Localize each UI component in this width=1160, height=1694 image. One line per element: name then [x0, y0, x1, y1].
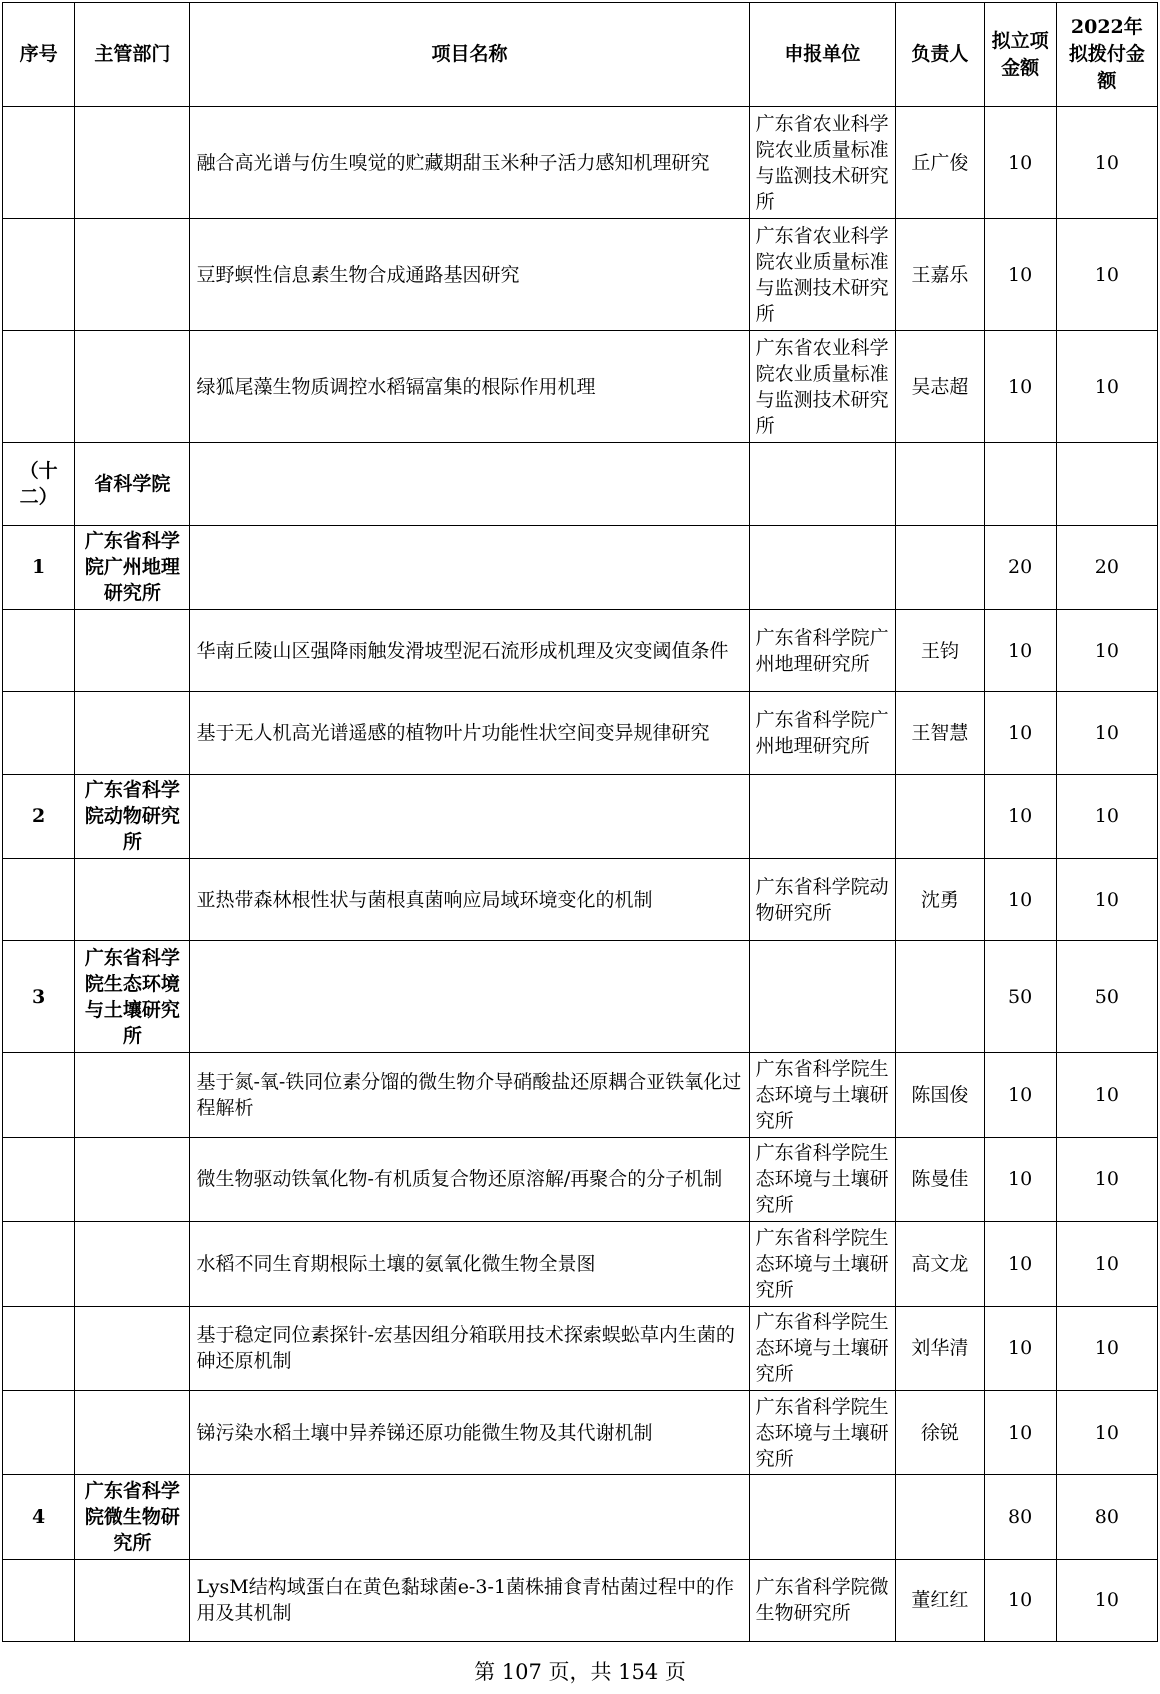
row-project-name: LysM结构域蛋白在黄色黏球菌e-3-1菌株捕食青枯菌过程中的作用及其机制: [190, 1559, 749, 1641]
row-project-name: 基于无人机高光谱遥感的植物叶片功能性状空间变异规律研究: [190, 692, 749, 774]
row-project-name: [190, 525, 749, 609]
row-lead: 徐锐: [896, 1390, 984, 1474]
header-seq: 序号: [3, 3, 75, 107]
row-project-name: [190, 1475, 749, 1559]
row-lead: 吴志超: [896, 331, 984, 443]
header-amount-2022: 2022年拟拨付金额: [1056, 3, 1157, 107]
row-seq: [3, 858, 75, 940]
table-row: [3, 1137, 1158, 1221]
row-lead: [896, 1475, 984, 1559]
row-seq: 4: [3, 1475, 75, 1559]
row-unit: 广东省科学院生态环境与土壤研究所: [749, 1053, 896, 1137]
header-unit: 申报单位: [749, 3, 896, 107]
table-row: [3, 1559, 1158, 1641]
row-amount-approved: 10: [984, 1222, 1056, 1306]
row-seq: [3, 610, 75, 692]
table-row: [3, 774, 1158, 858]
row-seq: 2: [3, 774, 75, 858]
row-lead: 陈国俊: [896, 1053, 984, 1137]
row-unit: [749, 443, 896, 525]
row-amount-2022: 10: [1056, 1559, 1157, 1641]
row-amount-2022: 20: [1056, 525, 1157, 609]
row-amount-approved: 10: [984, 107, 1056, 219]
row-amount-approved: 10: [984, 1137, 1056, 1221]
table-row: [3, 525, 1158, 609]
row-project-name: 融合高光谱与仿生嗅觉的贮藏期甜玉米种子活力感知机理研究: [190, 107, 749, 219]
row-seq: 1: [3, 525, 75, 609]
row-dept: 广东省科学院动物研究所: [75, 774, 190, 858]
row-unit: 广东省科学院生态环境与土壤研究所: [749, 1137, 896, 1221]
row-seq: （十二）: [3, 443, 75, 525]
row-unit: 广东省科学院生态环境与土壤研究所: [749, 1390, 896, 1474]
row-dept: 广东省科学院广州地理研究所: [75, 525, 190, 609]
table-row: [3, 1306, 1158, 1390]
row-lead: [896, 443, 984, 525]
row-amount-2022: 10: [1056, 1390, 1157, 1474]
project-funding-table: [2, 2, 1158, 1642]
row-lead: 高文龙: [896, 1222, 984, 1306]
row-project-name: 微生物驱动铁氧化物-有机质复合物还原溶解/再聚合的分子机制: [190, 1137, 749, 1221]
table-row: [3, 1475, 1158, 1559]
row-unit: 广东省科学院广州地理研究所: [749, 692, 896, 774]
row-lead: 王智慧: [896, 692, 984, 774]
row-project-name: 豆野螟性信息素生物合成通路基因研究: [190, 219, 749, 331]
table-row: [3, 1053, 1158, 1137]
row-project-name: [190, 941, 749, 1053]
row-seq: [3, 692, 75, 774]
row-unit: 广东省农业科学院农业质量标准与监测技术研究所: [749, 219, 896, 331]
row-unit: 广东省科学院动物研究所: [749, 858, 896, 940]
row-dept: [75, 1222, 190, 1306]
row-lead: 王钧: [896, 610, 984, 692]
row-amount-approved: 10: [984, 692, 1056, 774]
row-project-name: 亚热带森林根性状与菌根真菌响应局域环境变化的机制: [190, 858, 749, 940]
table-row: [3, 219, 1158, 331]
row-project-name: 基于氮-氧-铁同位素分馏的微生物介导硝酸盐还原耦合亚铁氧化过程解析: [190, 1053, 749, 1137]
row-amount-2022: 10: [1056, 331, 1157, 443]
row-amount-2022: 10: [1056, 1137, 1157, 1221]
row-amount-2022: 80: [1056, 1475, 1157, 1559]
row-amount-approved: 10: [984, 774, 1056, 858]
row-dept: 广东省科学院生态环境与土壤研究所: [75, 941, 190, 1053]
row-project-name: [190, 443, 749, 525]
row-unit: 广东省科学院微生物研究所: [749, 1559, 896, 1641]
row-seq: [3, 107, 75, 219]
row-dept: [75, 610, 190, 692]
table-row: [3, 858, 1158, 940]
row-seq: [3, 1222, 75, 1306]
row-amount-approved: 10: [984, 610, 1056, 692]
row-lead: [896, 774, 984, 858]
row-amount-2022: 10: [1056, 219, 1157, 331]
row-amount-2022: 10: [1056, 1222, 1157, 1306]
row-project-name: 锑污染水稻土壤中异养锑还原功能微生物及其代谢机制: [190, 1390, 749, 1474]
row-amount-2022: [1056, 443, 1157, 525]
row-dept: 广东省科学院微生物研究所: [75, 1475, 190, 1559]
row-amount-2022: 10: [1056, 1053, 1157, 1137]
row-amount-2022: 10: [1056, 1306, 1157, 1390]
row-dept: [75, 219, 190, 331]
row-seq: [3, 1137, 75, 1221]
row-seq: [3, 1559, 75, 1641]
row-project-name: 水稻不同生育期根际土壤的氨氧化微生物全景图: [190, 1222, 749, 1306]
row-amount-approved: 10: [984, 1306, 1056, 1390]
row-lead: [896, 941, 984, 1053]
header-lead: 负责人: [896, 3, 984, 107]
row-unit: 广东省科学院生态环境与土壤研究所: [749, 1306, 896, 1390]
table-row: [3, 941, 1158, 1053]
row-project-name: [190, 774, 749, 858]
row-unit: 广东省科学院生态环境与土壤研究所: [749, 1222, 896, 1306]
row-lead: 丘广俊: [896, 107, 984, 219]
row-amount-approved: 10: [984, 219, 1056, 331]
table-row: [3, 692, 1158, 774]
row-amount-approved: [984, 443, 1056, 525]
row-amount-approved: 10: [984, 1390, 1056, 1474]
row-lead: 陈曼佳: [896, 1137, 984, 1221]
row-seq: [3, 1053, 75, 1137]
row-dept: [75, 331, 190, 443]
row-seq: [3, 331, 75, 443]
row-unit: [749, 774, 896, 858]
row-amount-2022: 10: [1056, 610, 1157, 692]
row-lead: 沈勇: [896, 858, 984, 940]
row-amount-approved: 10: [984, 1053, 1056, 1137]
table-row: [3, 1222, 1158, 1306]
row-dept: [75, 1306, 190, 1390]
row-amount-approved: 10: [984, 331, 1056, 443]
row-seq: [3, 1390, 75, 1474]
row-amount-approved: 80: [984, 1475, 1056, 1559]
table-row: [3, 443, 1158, 525]
row-dept: [75, 858, 190, 940]
row-project-name: 华南丘陵山区强降雨触发滑坡型泥石流形成机理及灾变阈值条件: [190, 610, 749, 692]
row-project-name: 绿狐尾藻生物质调控水稻镉富集的根际作用机理: [190, 331, 749, 443]
table-header-row: [3, 3, 1158, 107]
header-dept: 主管部门: [75, 3, 190, 107]
row-dept: 省科学院: [75, 443, 190, 525]
row-amount-2022: 10: [1056, 692, 1157, 774]
row-unit: [749, 941, 896, 1053]
row-dept: [75, 1053, 190, 1137]
row-amount-approved: 20: [984, 525, 1056, 609]
table-row: [3, 107, 1158, 219]
row-amount-2022: 10: [1056, 107, 1157, 219]
row-amount-approved: 50: [984, 941, 1056, 1053]
row-project-name: 基于稳定同位素探针-宏基因组分箱联用技术探索蜈蚣草内生菌的砷还原机制: [190, 1306, 749, 1390]
row-unit: 广东省农业科学院农业质量标准与监测技术研究所: [749, 107, 896, 219]
header-project-name: 项目名称: [190, 3, 749, 107]
row-amount-approved: 10: [984, 1559, 1056, 1641]
table-row: [3, 610, 1158, 692]
row-lead: 刘华清: [896, 1306, 984, 1390]
header-amount-approved: 拟立项金额: [984, 3, 1056, 107]
row-dept: [75, 107, 190, 219]
row-unit: 广东省农业科学院农业质量标准与监测技术研究所: [749, 331, 896, 443]
row-amount-2022: 10: [1056, 858, 1157, 940]
row-amount-2022: 10: [1056, 774, 1157, 858]
row-unit: 广东省科学院广州地理研究所: [749, 610, 896, 692]
page-footer: 第 107 页，共 154 页: [474, 1660, 686, 1684]
row-lead: [896, 525, 984, 609]
table-row: [3, 1390, 1158, 1474]
row-unit: [749, 525, 896, 609]
table-row: [3, 331, 1158, 443]
row-seq: 3: [3, 941, 75, 1053]
row-unit: [749, 1475, 896, 1559]
row-dept: [75, 1137, 190, 1221]
row-amount-2022: 50: [1056, 941, 1157, 1053]
row-seq: [3, 219, 75, 331]
row-lead: 董红红: [896, 1559, 984, 1641]
row-seq: [3, 1306, 75, 1390]
row-lead: 王嘉乐: [896, 219, 984, 331]
row-dept: [75, 692, 190, 774]
row-dept: [75, 1390, 190, 1474]
row-amount-approved: 10: [984, 858, 1056, 940]
row-dept: [75, 1559, 190, 1641]
